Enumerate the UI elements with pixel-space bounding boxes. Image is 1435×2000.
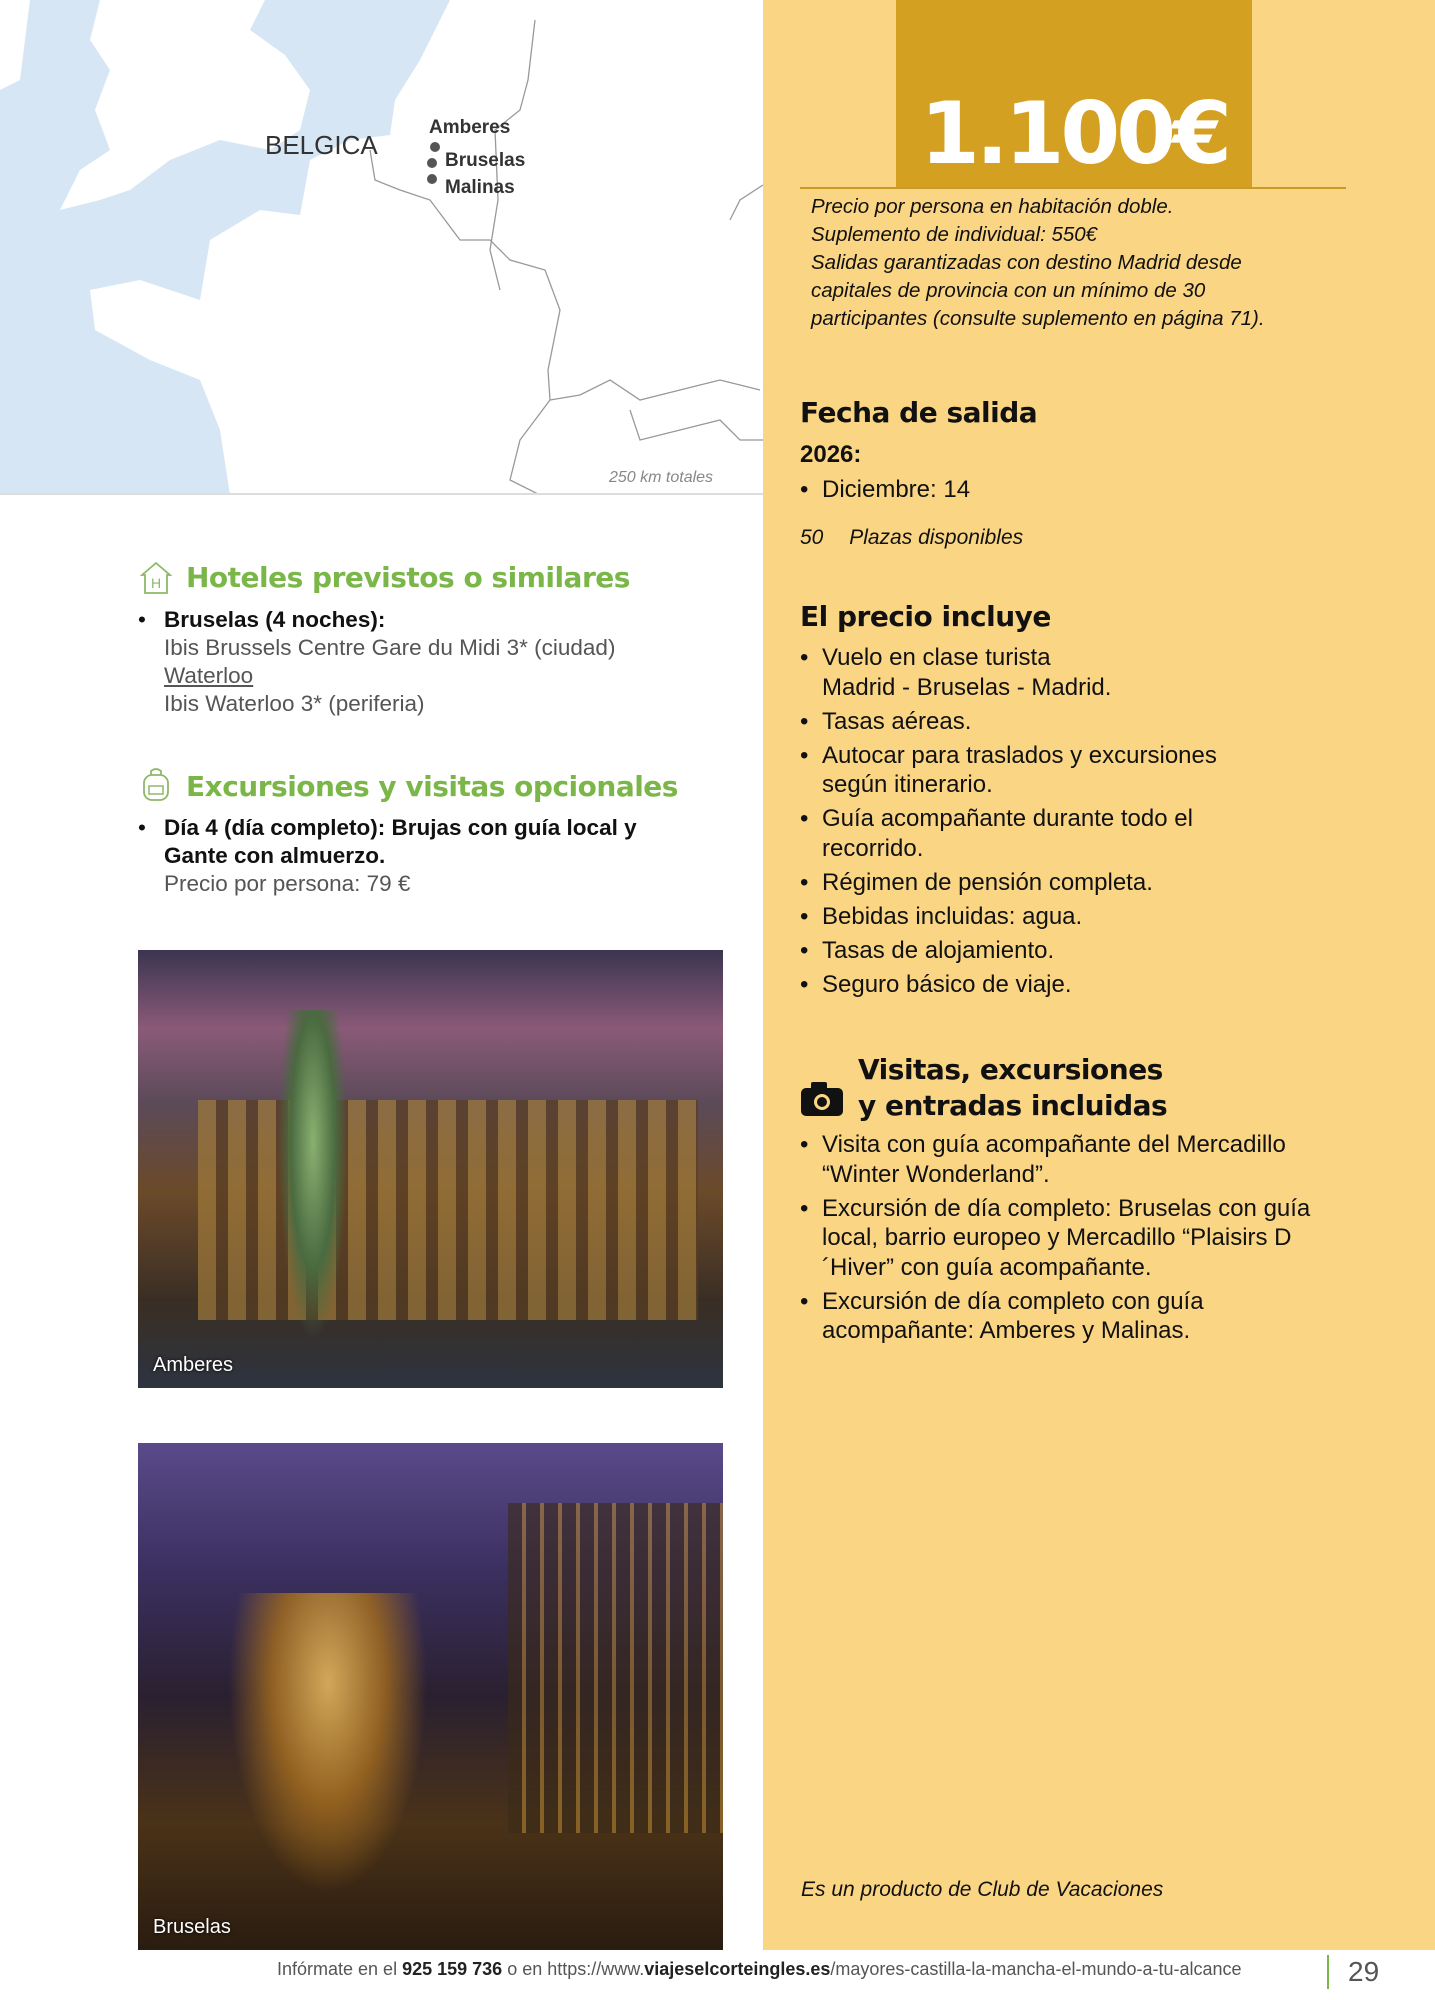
route-map (0, 0, 763, 495)
includes-list (800, 643, 1300, 1004)
camera-icon (801, 1082, 843, 1116)
page-number: 29 (1348, 1956, 1380, 1987)
city-marker (427, 174, 437, 184)
city-label-bruselas: Bruselas (445, 150, 526, 171)
list-item: • Visita con guía acompañante del Mercadillo “Winter Wonderland”. (800, 1130, 1340, 1189)
visits-title (858, 1052, 1167, 1124)
optional-price: Precio por persona: 79 € (164, 871, 411, 896)
divider (800, 187, 1346, 189)
includes-title: El precio incluye (800, 600, 1051, 633)
list-item: • Vuelo en clase turista Madrid - Bruselas - Madrid. (800, 643, 1130, 702)
hotel-subcity: Waterloo (164, 663, 254, 688)
visits-list (800, 1130, 1350, 1350)
svg-text:H: H (151, 575, 162, 591)
distance-label: 250 km totales (609, 469, 714, 486)
list-item: • Bebidas incluidas: agua. (800, 902, 1300, 932)
departure-title: Fecha de salida (800, 396, 1038, 429)
product-note: Es un producto de Club de Vacaciones (801, 1878, 1164, 1901)
list-item: • Tasas de alojamiento. (800, 936, 1300, 966)
price-note: participantes (consulte suplemento en página 71). (811, 307, 1265, 330)
footer-divider (1327, 1955, 1329, 1989)
visits-title-line: Visitas, excursiones (858, 1053, 1163, 1086)
price-amount: 1.100€ (920, 84, 1228, 184)
footer-text: Infórmate en el (277, 1959, 403, 1979)
footer-contact (277, 1959, 1242, 1980)
backpack-icon (142, 767, 170, 801)
hotel-city: Bruselas (4 noches): (164, 607, 386, 632)
hotel-name: Ibis Brussels Centre Gare du Midi 3* (ciudad) (164, 635, 616, 660)
price-note: Precio por persona en habitación doble. (811, 195, 1174, 218)
optional-title: Excursiones y visitas opcionales (186, 770, 678, 803)
price-note: Salidas garantizadas con destino Madrid desde (811, 251, 1242, 274)
departure-date: • Diciembre: 14 (800, 475, 970, 505)
footer-text: o en https://www. (502, 1959, 645, 1979)
hotel-icon (140, 561, 172, 595)
footer-phone[interactable]: 925 159 736 (402, 1959, 503, 1979)
country-label: BELGICA (265, 130, 378, 160)
departure-year: 2026: (800, 441, 862, 468)
list-item: • Excursión de día completo con guía acompañante: Amberes y Malinas. (800, 1287, 1260, 1346)
list-item: • Autocar para traslados y excursiones según itinerario. (800, 741, 1280, 800)
optional-item: Día 4 (día completo): Brujas con guía local y Gante con almuerzo. (164, 815, 637, 868)
hotels-title: Hoteles previstos o similares (186, 561, 630, 594)
hotel-name: Ibis Waterloo 3* (periferia) (164, 691, 425, 716)
city-marker (430, 142, 440, 152)
list-item: • Excursión de día completo: Bruselas con guía local, barrio europeo y Mercadillo “Plaisirs D´Hiver” con guía acompañante. (800, 1194, 1320, 1283)
price-box (896, 0, 1252, 188)
hotels-list: • Bruselas (4 noches): Ibis Brussels Centre Gare du Midi 3* (ciudad) Waterloo Ibis Waterloo 3* (periferia) (138, 606, 698, 718)
photo-caption: Amberes (153, 1354, 234, 1376)
city-marker (427, 158, 437, 168)
city-label-malinas: Malinas (445, 177, 515, 198)
map-land (0, 0, 763, 495)
photo-brussels (138, 1443, 723, 1950)
seats-number: 50 (800, 526, 824, 549)
city-label-amberes: Amberes (429, 117, 511, 138)
price-note: capitales de provincia con un mínimo de 30 (811, 279, 1206, 302)
list-item: • Régimen de pensión completa. (800, 868, 1300, 898)
footer-path[interactable]: /mayores-castilla-la-mancha-el-mundo-a-tu-alcance (830, 1959, 1242, 1979)
seats-label: Plazas disponibles (849, 526, 1024, 549)
price-note: Suplemento de individual: 550€ (811, 223, 1098, 246)
visits-title-line: y entradas incluidas (858, 1089, 1168, 1122)
list-item: • Seguro básico de viaje. (800, 970, 1300, 1000)
optional-list: • Día 4 (día completo): Brujas con guía local y Gante con almuerzo. Precio por persona: 79 € (138, 814, 658, 898)
price-notes (811, 193, 1265, 333)
photo-antwerp (138, 950, 723, 1388)
footer-domain[interactable]: viajeselcorteingles.es (644, 1959, 831, 1979)
departure-dates (800, 475, 970, 509)
photo-caption: Bruselas (153, 1916, 231, 1938)
seats-available (800, 526, 1023, 550)
list-item: • Tasas aéreas. (800, 707, 1300, 737)
list-item: • Guía acompañante durante todo el recorrido. (800, 804, 1220, 863)
